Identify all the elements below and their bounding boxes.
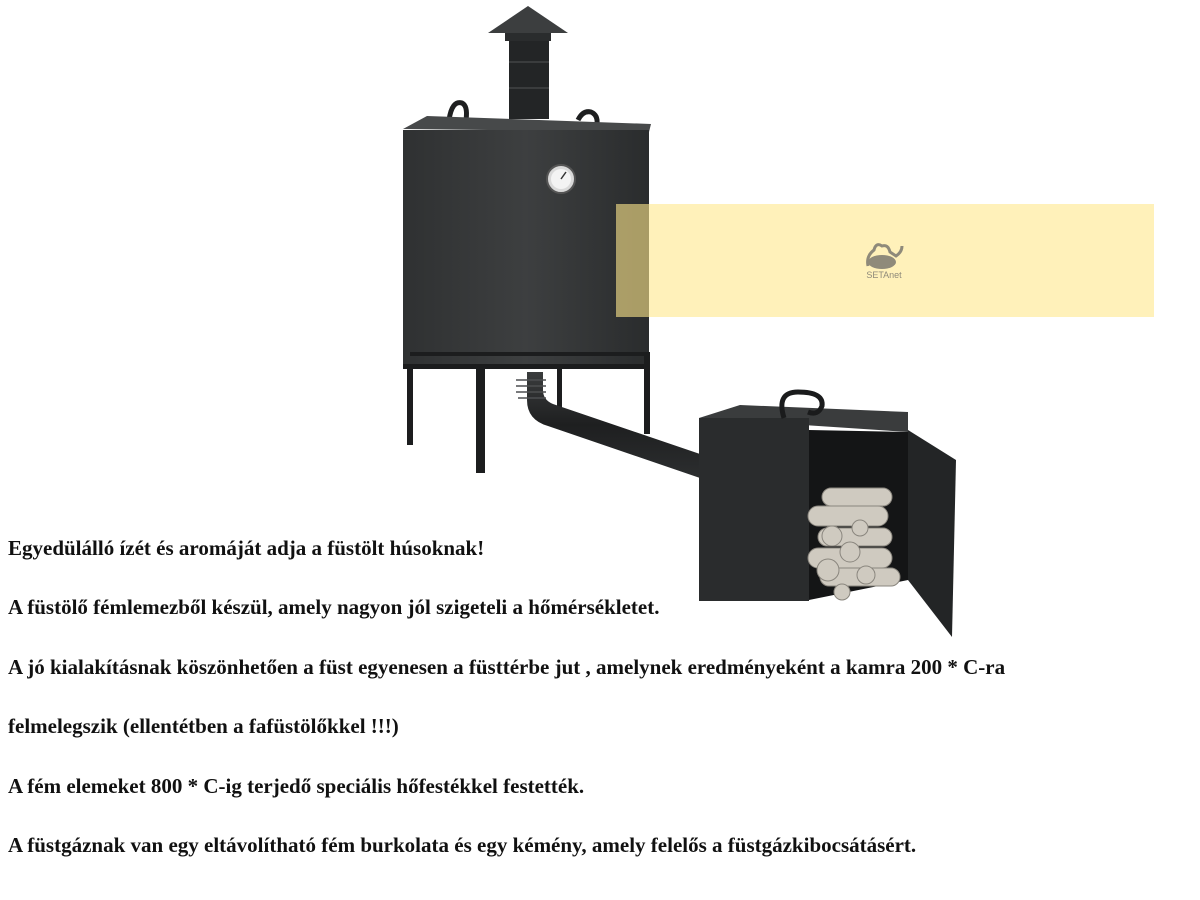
- description-line-5: A fém elemeket 800 * C-ig terjedő speciális hőfestékkel festették.: [8, 774, 585, 798]
- description-line-3: A jó kialakításnak köszönhetően a füst egyenesen a füsttérbe jut , amelynek eredményeként a kamra 200 * C-ra: [8, 655, 1006, 679]
- watermark-text: SETAnet: [866, 270, 902, 280]
- smoke-pipe: [516, 372, 700, 478]
- description-line-1: Egyedülálló ízét és aromáját adja a füstölt húsoknak!: [8, 536, 485, 560]
- smoking-chamber: [403, 116, 651, 369]
- description-line-2: A füstölő fémlemezből készül, amely nagyon jól szigeteli a hőmérsékletet.: [8, 595, 660, 619]
- description-line-6: A füstgáznak van egy eltávolítható fém burkolata és egy kémény, amely felelős a füstgázkibocsátásért.: [8, 833, 917, 857]
- legs: [407, 352, 650, 473]
- chimney: [488, 6, 568, 119]
- cat-logo-icon: [858, 232, 910, 282]
- thermometer: [547, 165, 575, 193]
- description-line-4: felmelegszik (ellentétben a fafüstölőkkel !!!): [8, 714, 399, 738]
